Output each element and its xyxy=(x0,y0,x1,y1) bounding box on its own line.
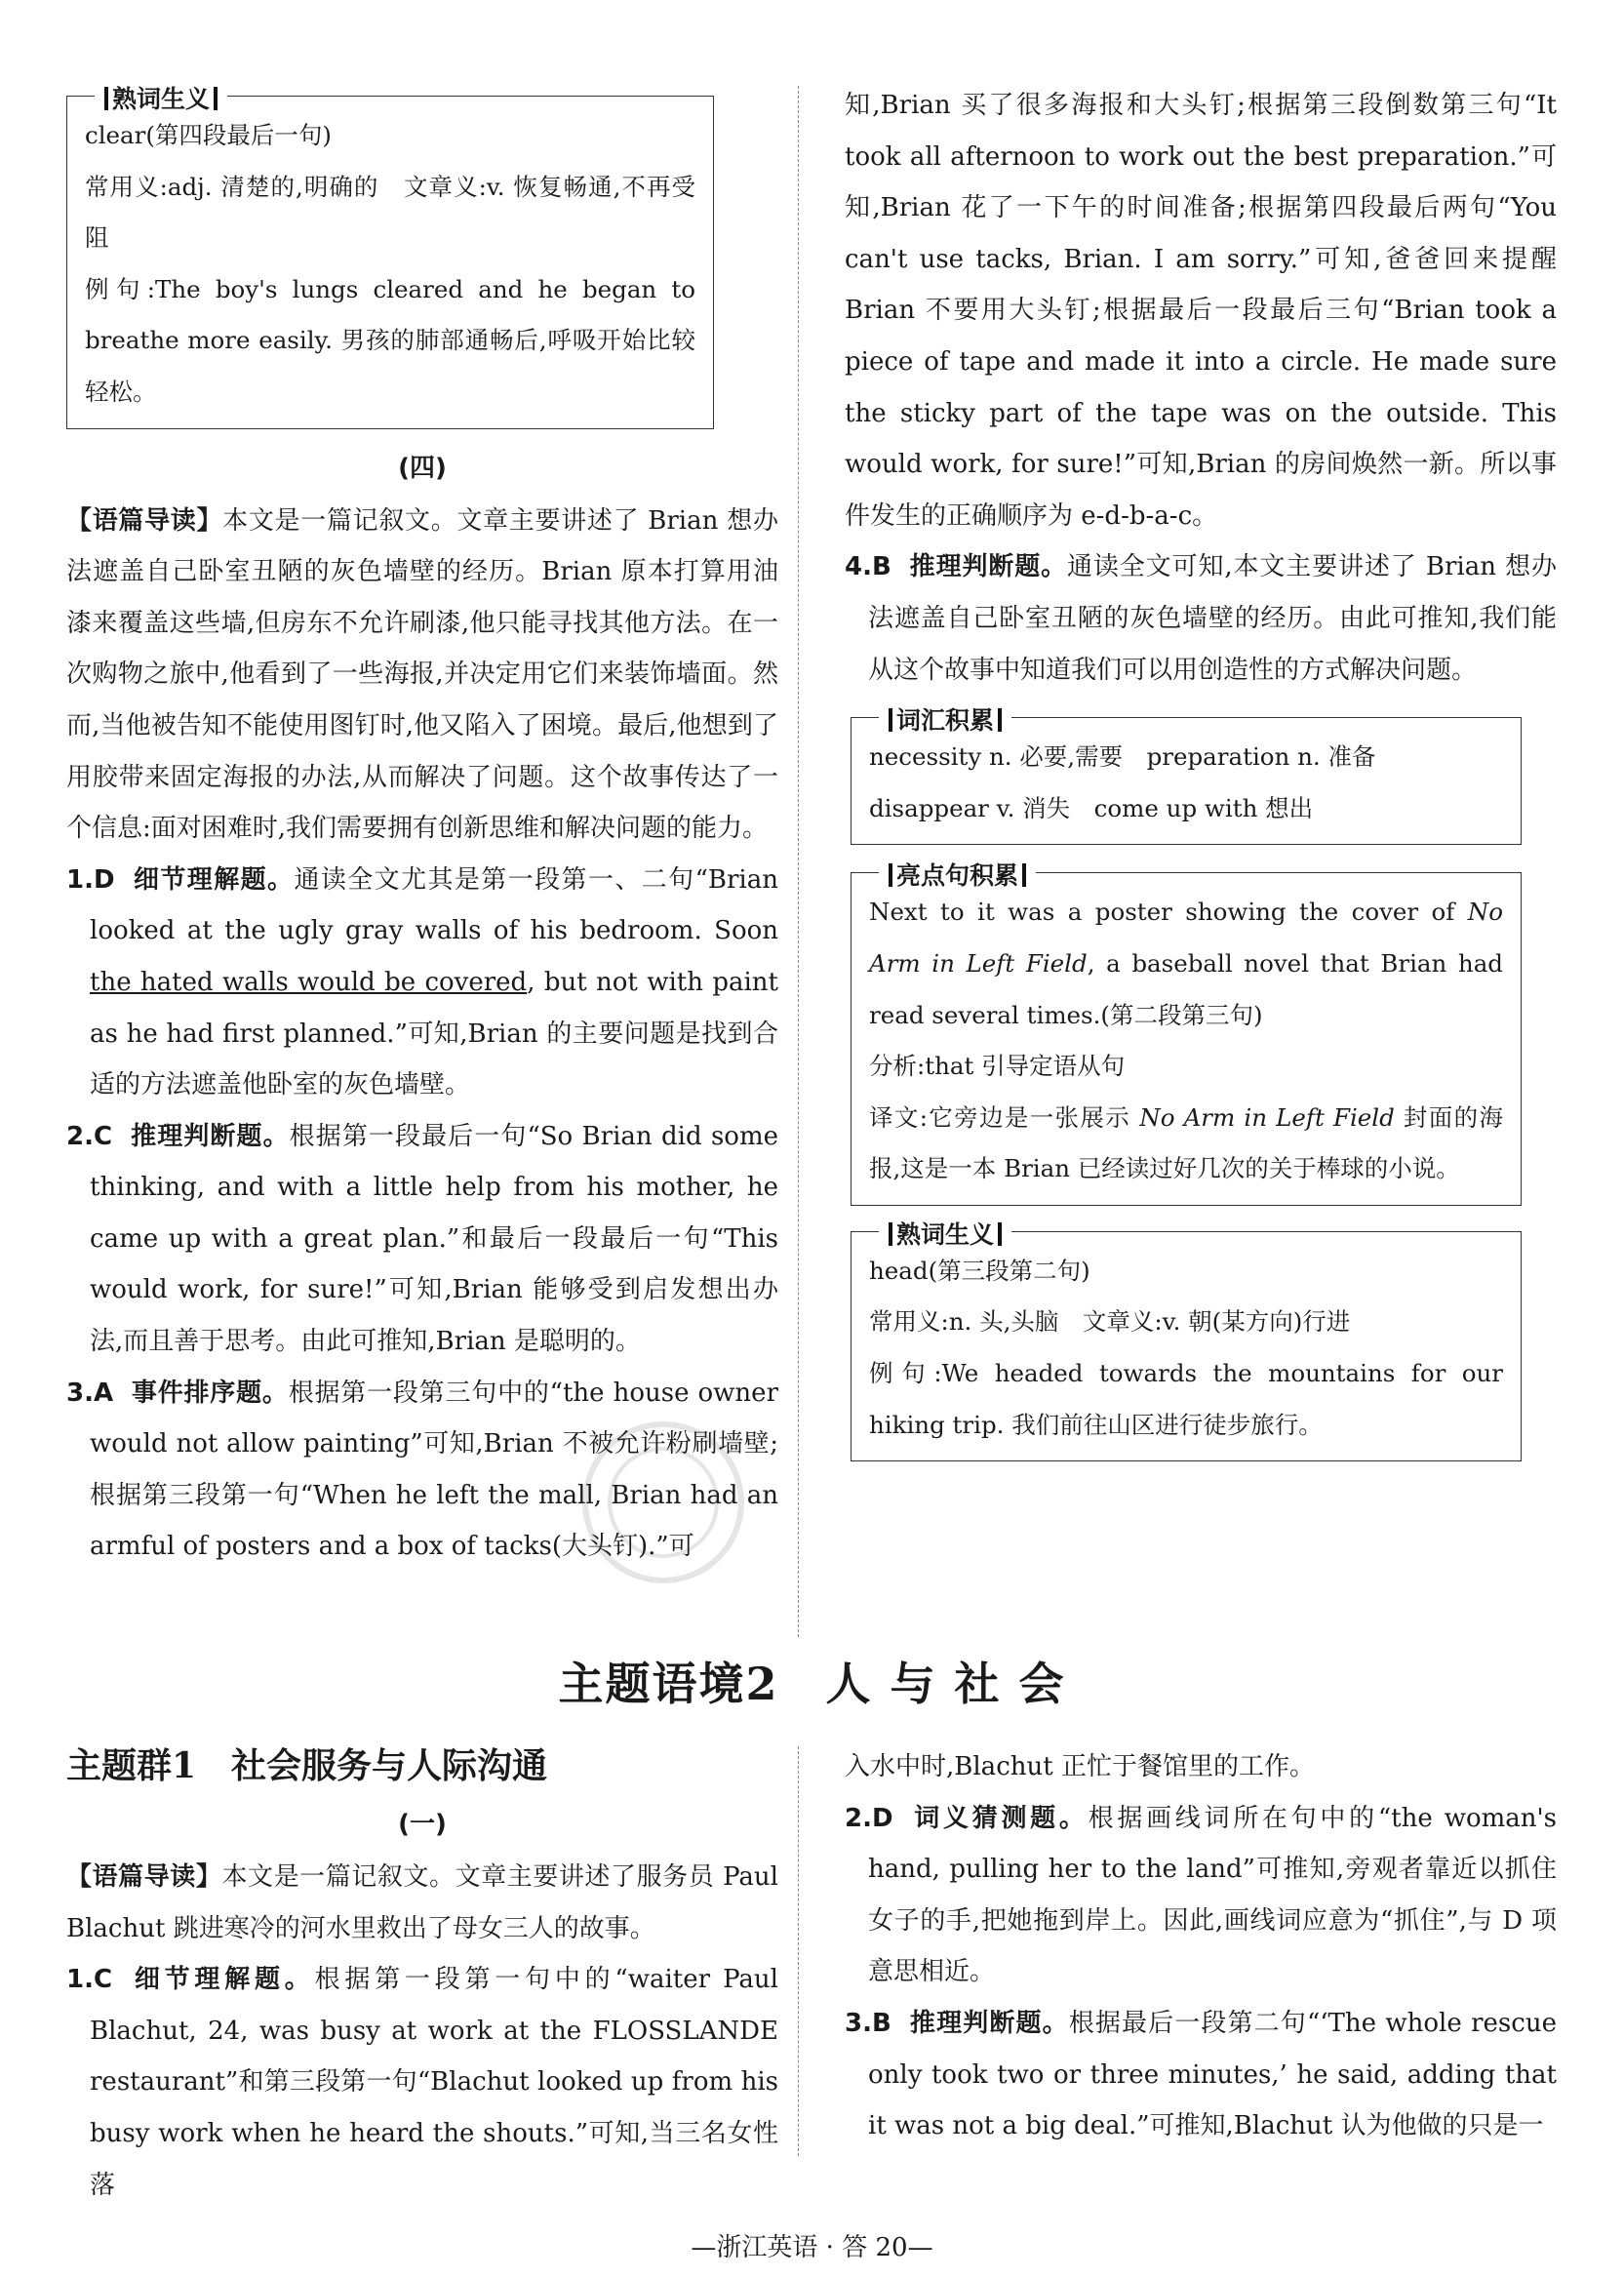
vocabulary-box xyxy=(851,706,1522,845)
section-number: (四) xyxy=(398,453,447,483)
answer-number: 2.D xyxy=(845,1803,893,1833)
answer-text: , but not with paint as he had first planned.”可知,Brian 的主要问题是找到合适的方法遮盖他卧室的灰色墙壁。 xyxy=(90,967,778,1100)
question-type: 推理判断题。 xyxy=(908,552,1068,582)
answer-text: 根据最后一段第二句“‘The whole rescue only took two or three minutes,’ he said, adding that it was not a big deal.”可推知,Blachut 认为他做的只是一 xyxy=(868,2008,1557,2141)
analysis-line: 分析:that 引导定语从句 xyxy=(869,1052,1126,1081)
answer-text: 根据画线词所在句中的“the woman's hand, pulling her to the land”可推知,旁观者靠近以抓住女子的手,把她拖到岸上。因此,画线词应意为“抓住”,与 D 项意思相近。 xyxy=(868,1803,1557,1987)
answer-text: 通读全文尤其是第一段第一、二句“Brian looked at the ugly gray walls of his bedroom. Soon xyxy=(90,864,778,946)
answer-item xyxy=(66,1111,778,1368)
column-divider xyxy=(798,1746,799,2156)
answer-text: 根据第一段第三句中的“the house owner would not allow painting”可知,Brian 不被允许粉刷墙壁;根据第三段第一句“When he left the mall, Brian had an armful of posters and a box of tacks(大头钉).”可 xyxy=(90,1378,778,1562)
answer-number: 1.C xyxy=(66,1965,113,1995)
box-title: 亮点句积累 xyxy=(879,857,1036,892)
sentence-text: , a baseball novel that Brian had read several times.(第二段第三句) xyxy=(869,948,1503,1029)
translation-text: 译文:它旁边是一张展示 xyxy=(869,1102,1140,1132)
answer-item xyxy=(66,855,778,1111)
answer-item xyxy=(845,1998,1557,2152)
box-title: 熟词生义 xyxy=(879,1216,1011,1251)
highlight-sentence-box xyxy=(851,861,1522,1206)
answer-item xyxy=(66,1954,778,2211)
intro-label: 【语篇导读】 xyxy=(66,505,223,536)
answer-continuation: 知,Brian 买了很多海报和大头钉;根据第三段倒数第三句“It took all afternoon to work out the best preparation.”可知,Brian 花了一下午的时间准备;根据第四段最后两句“You can't use tacks, Brian. I am sorry.”可知,爸爸回来提醒 Brian 不要用大头钉;根据最后一段最后三句“Brian took a piece of tape and made it into a circle. He made sure the sticky part of the tape was on the outside. This would work, for sure!”可知,Brian 的房间焕然一新。所以事件发生的正确顺序为 e-d-b-a-c。 xyxy=(845,91,1557,531)
answer-text: 根据第一段第一句中的“waiter Paul Blachut, 24, was busy at work at the FLOSSLANDE restaurant”和第三段第一句“Blachut looked up from his busy work when he heard the shouts.”可知,当三名女性落 xyxy=(90,1965,778,2200)
answer-number: 4.B xyxy=(845,552,891,582)
passage-intro xyxy=(66,1852,778,1954)
box-line: 例句:We headed towards the mountains for our hiking trip. 我们前往山区进行徒步旅行。 xyxy=(869,1359,1503,1439)
familiar-word-box xyxy=(851,1219,1522,1461)
question-type: 细节理解题。 xyxy=(130,1965,315,1995)
book-title: No Arm in Left Field xyxy=(1139,1102,1395,1132)
answer-number: 3.A xyxy=(66,1378,114,1408)
answer-number: 2.C xyxy=(66,1121,113,1151)
watermark-logo-icon xyxy=(546,1405,780,1600)
question-type: 事件排序题。 xyxy=(131,1378,289,1408)
vocab-line: necessity n. 必要,需要 preparation n. 准备 xyxy=(869,742,1376,772)
page-footer: —浙江英语 · 答 20— xyxy=(691,2233,933,2262)
theme-title: 主题语境2 人 与 社 会 xyxy=(558,1658,1066,1710)
answer-number: 1.D xyxy=(66,864,115,895)
highlight-sentence xyxy=(869,887,1503,1041)
box-title: 词汇积累 xyxy=(879,701,1011,737)
intro-label: 【语篇导读】 xyxy=(66,1862,222,1892)
answer-text: 根据第一段最后一句“So Brian did some thinking, and with a little help from his mother, he came up with a great plan.”和最后一段最后一句“This would work, for sure!”可知,Brian 能够受到启发想出办法,而且善于思考。由此可推知,Brian 是聪明的。 xyxy=(90,1121,778,1357)
box-line: clear(第四段最后一句) xyxy=(85,121,332,149)
question-type: 细节理解题。 xyxy=(132,864,295,895)
question-type: 推理判断题。 xyxy=(130,1121,290,1151)
box-line: 例句:The boy's lungs cleared and he began to breathe more easily. 男孩的肺部通畅后,呼吸开始比较轻松。 xyxy=(85,274,695,406)
intro-text: 本文是一篇记叙文。文章主要讲述了服务员 Paul Blachut 跳进寒冷的河水里救出了母女三人的故事。 xyxy=(66,1862,778,1943)
vocab-line: disappear v. 消失 come up with 想出 xyxy=(869,793,1314,822)
column-divider xyxy=(798,86,799,1637)
intro-text: 本文是一篇记叙文。文章主要讲述了 Brian 想办法遮盖自己卧室丑陋的灰色墙壁的经历。Brian 原本打算用油漆来覆盖这些墙,但房东不允许刷漆,他只能寻找其他方法。在一次购物之旅中,他看到了一些海报,并决定用它们来装饰墙面。然而,当他被告知不能使用图钉时,他又陷入了困境。最后,他想到了用胶带来固定海报的办法,从而解决了问题。这个故事传达了一个信息:面对困难时,我们需要拥有创新思维和解决问题的能力。 xyxy=(66,505,778,844)
question-type: 推理判断题。 xyxy=(908,2008,1069,2038)
sentence-text: Next to it was a poster showing the cover of xyxy=(869,898,1468,927)
translation-text: 封面的海报,这是一本 Brian 已经读过好几次的关于棒球的小说。 xyxy=(869,1102,1503,1183)
answer-continuation: 入水中时,Blachut 正忙于餐馆里的工作。 xyxy=(845,1752,1315,1781)
question-type: 词义猜测题。 xyxy=(910,1803,1089,1833)
right-column xyxy=(845,80,1557,1475)
book-title: No Arm in Left Field xyxy=(869,898,1503,978)
translation-line xyxy=(869,1093,1503,1195)
answer-number: 3.B xyxy=(845,2008,891,2038)
box-line: 常用义:n. 头,头脑 文章义:v. 朝(某方向)行进 xyxy=(869,1307,1351,1337)
left-column-lower xyxy=(66,1737,778,2211)
answer-item xyxy=(845,541,1557,696)
box-title: 熟词生义 xyxy=(95,80,227,115)
box-line: head(第三段第二句) xyxy=(869,1256,1090,1285)
right-column-lower xyxy=(845,1741,1557,2152)
section-number: (一) xyxy=(398,1810,447,1839)
answer-item xyxy=(845,1793,1557,1998)
underlined-phrase: the hated walls would be covered xyxy=(90,967,528,997)
theme-group-title: 主题群1 社会服务与人际沟通 xyxy=(66,1745,548,1786)
familiar-word-box xyxy=(66,85,714,429)
left-column xyxy=(66,78,778,1573)
passage-intro xyxy=(66,496,778,855)
answer-text: 通读全文可知,本文主要讲述了 Brian 想办法遮盖自己卧室丑陋的灰色墙壁的经历。由此可推知,我们能从这个故事中知道我们可以用创造性的方式解决问题。 xyxy=(868,552,1557,685)
box-line: 常用义:adj. 清楚的,明确的 文章义:v. 恢复畅通,不再受阻 xyxy=(85,172,695,253)
